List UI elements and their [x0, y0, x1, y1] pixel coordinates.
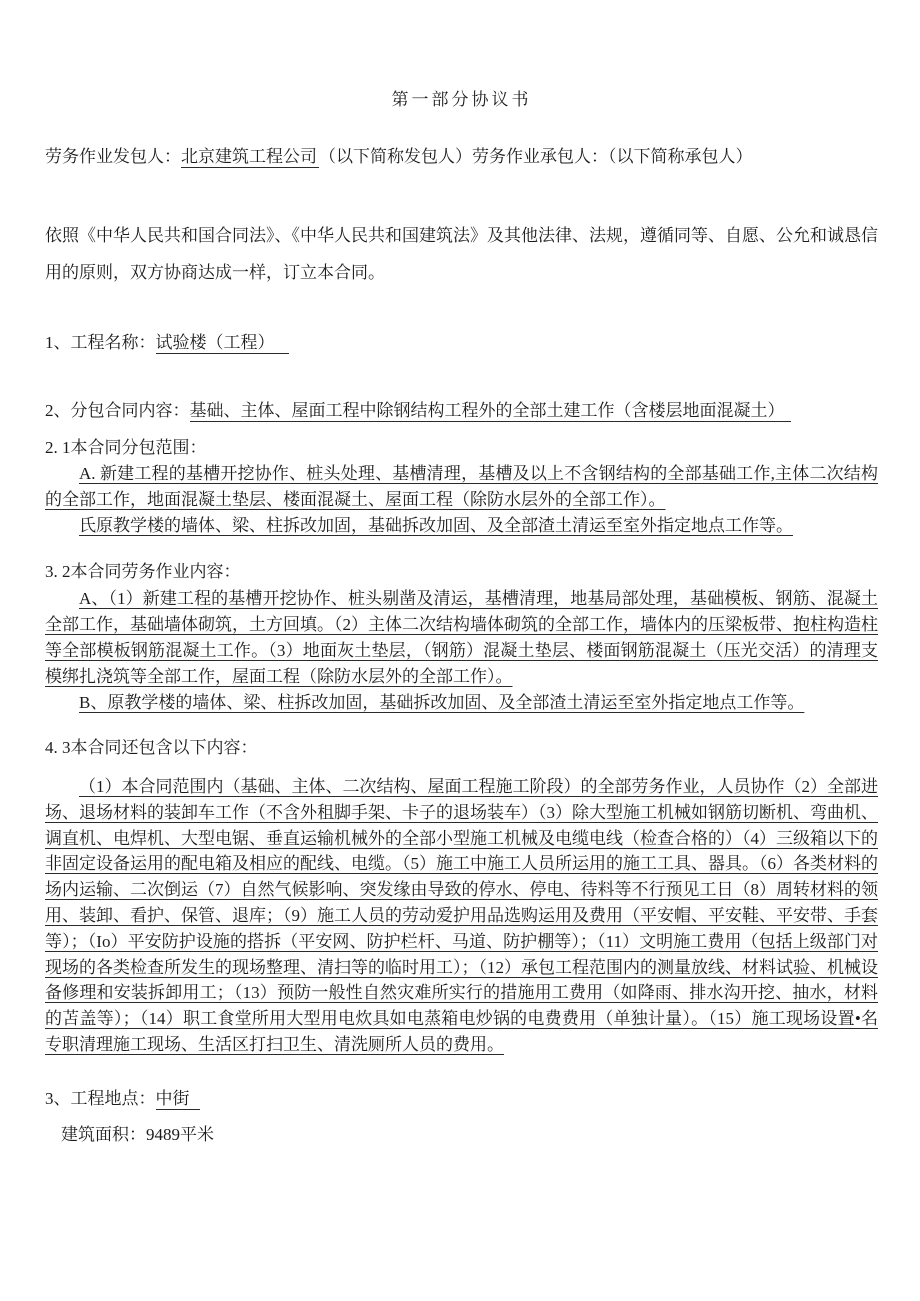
building-area-label: 建筑面积： [61, 1124, 146, 1144]
scope-paragraph-a: A. 新建工程的基槽开挖协作、桩头处理、基槽清理，基槽及以上不含钢结构的全部基础工作,主体二次结构的全部工作，地面混凝土垫层、楼面混凝土、屋面工程（除防水层外的全部工作）。 [45, 464, 878, 509]
project-name-label: 1、工程名称： [45, 333, 156, 352]
building-area-value: 9489平米 [146, 1124, 214, 1144]
subcontract-content-value: 基础、主体、屋面工程中除钢结构工程外的全部土建工作（含楼层地面混凝土） [190, 401, 791, 422]
employer-note: （以下简称发包人） [319, 147, 472, 166]
project-name-value: 试验楼（工程） [156, 333, 289, 354]
subcontract-content-line [45, 400, 878, 422]
additional-paragraph: （1）本合同范围内（基础、主体、二次结构、屋面工程施工阶段）的全部劳务作业，人员协作（2）全部进场、退场材料的装卸车工作（不含外租脚手架、卡子的退场装车）（3）除大型施工机械如钢筋切断机、弯曲机、调直机、电焊机、大型电锯、垂直运输机械外的全部小型施工机械及电缆电线（检查合格的）（4）三级箱以下的非固定设备运用的配电箱及相应的配线、电缆。（5）施工中施工人员所运用的施工工具、器具。（6）各类材料的场内运输、二次倒运（7）自然气候影响、突发缘由导致的停水、停电、待料等不行预见工日（8）周转材料的领用、装卸、看护、保管、退库；（9）施工人员的劳动爱护用品选购运用及费用（平安帽、平安鞋、平安带、手套等）；（Io）平安防护设施的搭拆（平安网、防护栏杆、马道、防护棚等）；（11）文明施工费用（包括上级部门对现场的各类检查所发生的现场整理、清扫等的临时用工）；（12）承包工程范围内的测量放线、材料试验、机械设备修理和安装拆卸用工；（13）预防一般性自然灾难所实行的措施用工费用（如降雨、排水沟开挖、抽水，材料的苫盖等）；（14）职工食堂所用大型用电炊具如电蒸箱电炒锅的电费费用（单独计量）。（15）施工现场设置•名专职清理施工现场、生活区打扫卫生、清洗厕所人员的费用。 [45, 777, 878, 1054]
preamble-paragraph: 依照《中华人民共和国合同法》、《中华人民共和国建筑法》及其他法律、法规，遵循同等、自愿、公允和诚恳信用的原则，双方协商达成一样，订立本合同。 [45, 226, 878, 282]
location-value: 中街 [156, 1089, 200, 1110]
location-line [45, 1088, 878, 1110]
labor-content-heading: 3. 2本合同劳务作业内容： [45, 562, 241, 581]
scope-heading: 2. 1本合同分包范围： [45, 438, 207, 457]
employer-label: 劳务作业发包人： [45, 147, 181, 166]
contractor-label: 劳务作业承包人： [472, 147, 608, 166]
project-name-line [45, 332, 878, 354]
additional-heading: 4. 3本合同还包含以下内容： [45, 738, 258, 757]
scope-paragraph-b: 氏原教学楼的墙体、梁、柱拆改加固，基础拆改加固、及全部渣土清运至室外指定地点工作等。 [79, 516, 793, 535]
document-title: 第一部分协议书 [391, 90, 532, 109]
subcontract-content-label: 2、分包合同内容： [45, 401, 190, 420]
labor-content-paragraph-a: A、（1）新建工程的基槽开挖协作、桩头剔凿及清运，基槽清理，地基局部处理，基础模板、钢筋、混凝土全部工作，基础墙体砌筑，土方回填。（2）主体二次结构墙体砌筑的全部工作，墙体内的压梁板带、抱柱构造柱等全部模板钢筋混凝土工作。（3）地面灰土垫层，（钢筋）混凝土垫层、楼面钢筋混凝土（压光交活）的清理支模绑扎浇筑等全部工作，屋面工程（除防水层外的全部工作）。 [45, 589, 878, 686]
location-label: 3、工程地点： [45, 1088, 156, 1108]
building-area-line [45, 1124, 878, 1146]
employer-name: 北京建筑工程公司 [181, 147, 317, 166]
labor-content-paragraph-b: B、原教学楼的墙体、梁、柱拆改加固，基础拆改加固、及全部渣土清运至室外指定地点工作等。 [79, 693, 805, 712]
parties-line [45, 146, 878, 168]
contractor-note: （以下简称承包人） [608, 147, 753, 166]
